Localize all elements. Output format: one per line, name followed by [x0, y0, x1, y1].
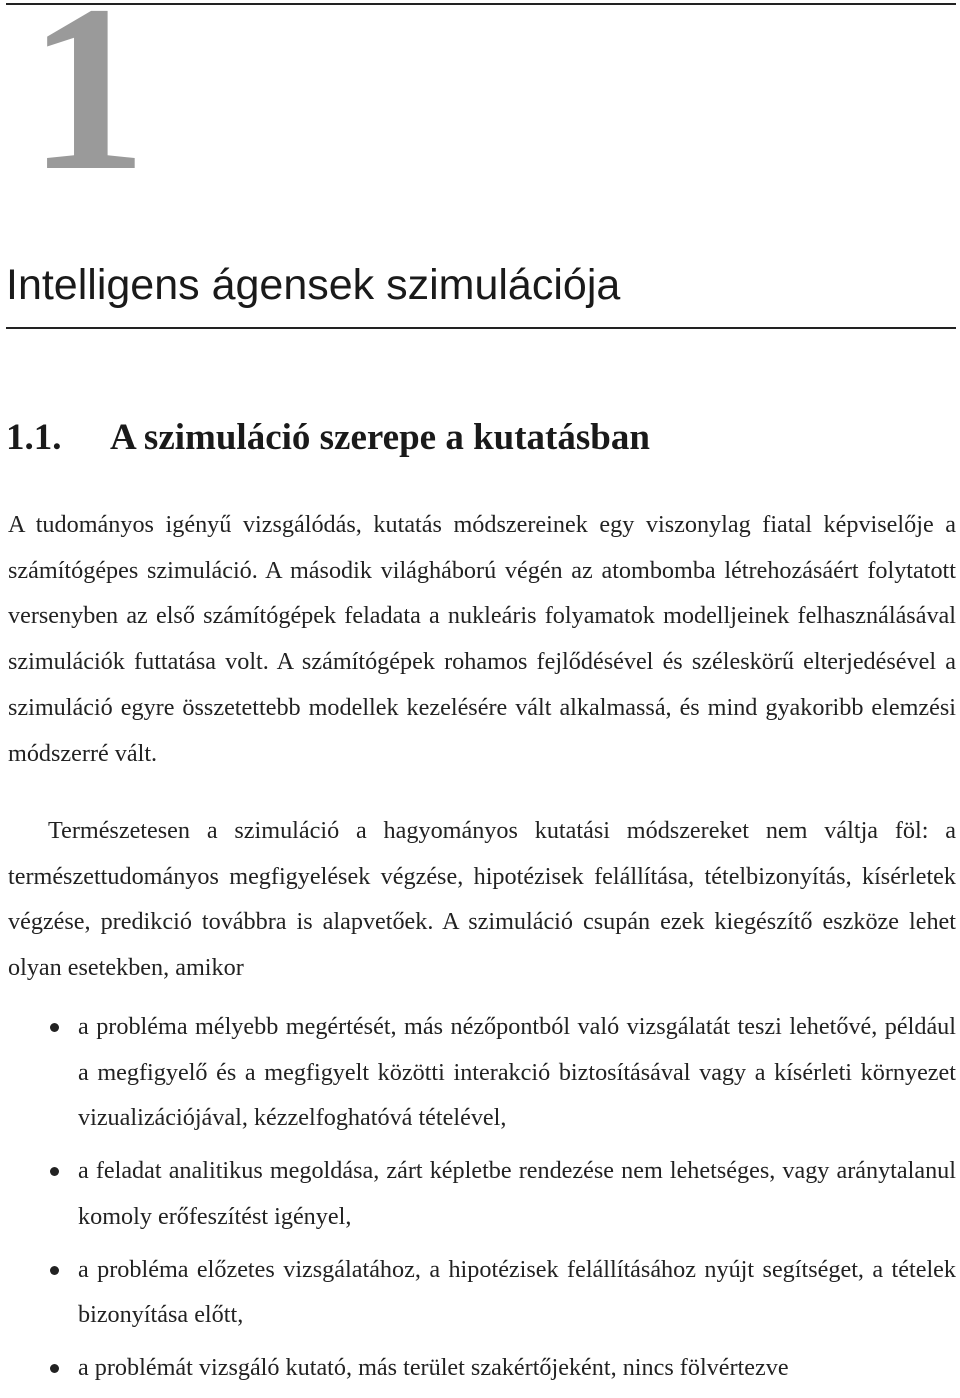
paragraph-2-text: Természetesen a szimuláció a hagyományos kutatási módszereket nem váltja föl: a természettudományos megfigyelések végzése, hipotézisek felállítása, tételbizonyítás, kísérletek végzése, predikció továbbra is alapvetőek. A szimuláció csupán ezek kiegészítő eszköze lehet olyan esetekben, amikor — [8, 817, 956, 982]
list-item-text: a problémát vizsgáló kutató, más terület szakértőjeként, nincs fölvértezve — [78, 1353, 789, 1381]
section-title: A szimuláció szerepe a kutatásban — [110, 417, 650, 458]
title-rule — [6, 327, 956, 329]
paragraph-1: A tudományos igényű vizsgálódás, kutatás módszereinek egy viszonylag fiatal képviselője a számítógépes szimuláció. A második világháború végén az atombomba létrehozásáért folytatott versenyben az első számítógépek feladata a nukleáris folyamatok modelljeinek felhasználásával szimulációk futtatása volt. A számítógépek rohamos fejlődésével és széleskörű elterjedésével a szimuláció egyre összetettebb modellek kezelésére vált alkalmassá, és mind gyakoribb elemzési módszerré vált. — [8, 511, 956, 767]
bullet-icon — [50, 1364, 59, 1373]
list-item — [8, 1004, 956, 1141]
list-item — [8, 1148, 956, 1239]
list-item — [8, 1345, 956, 1391]
section-heading — [6, 418, 650, 459]
list-item-text: a probléma mélyebb megértését, más nézőpontból való vizsgálatát teszi lehetővé, például a megfigyelő és a megfigyelt közötti interakció biztosításával vagy a kísérleti környezet vizualizációjával, kézzelfoghatóvá tételével, — [78, 1013, 956, 1132]
section-number: 1.1. — [6, 417, 62, 458]
bullet-icon — [50, 1167, 59, 1176]
top-rule — [6, 3, 956, 5]
bullet-icon — [50, 1266, 59, 1275]
list-item-text: a feladat analitikus megoldása, zárt képletbe rendezése nem lehetséges, vagy aránytalanul komoly erőfeszítést igényel, — [78, 1157, 956, 1230]
paragraph-2 — [8, 808, 956, 991]
bullet-icon — [50, 1023, 59, 1032]
bullet-list — [8, 1004, 956, 1398]
list-item — [8, 1247, 956, 1338]
chapter-title: Intelligens ágensek szimulációja — [6, 261, 621, 309]
list-item-text: a probléma előzetes vizsgálatához, a hipotézisek felállításához nyújt segítséget, a tételek bizonyítása előtt, — [78, 1255, 956, 1329]
chapter-number: 1 — [28, 0, 147, 220]
